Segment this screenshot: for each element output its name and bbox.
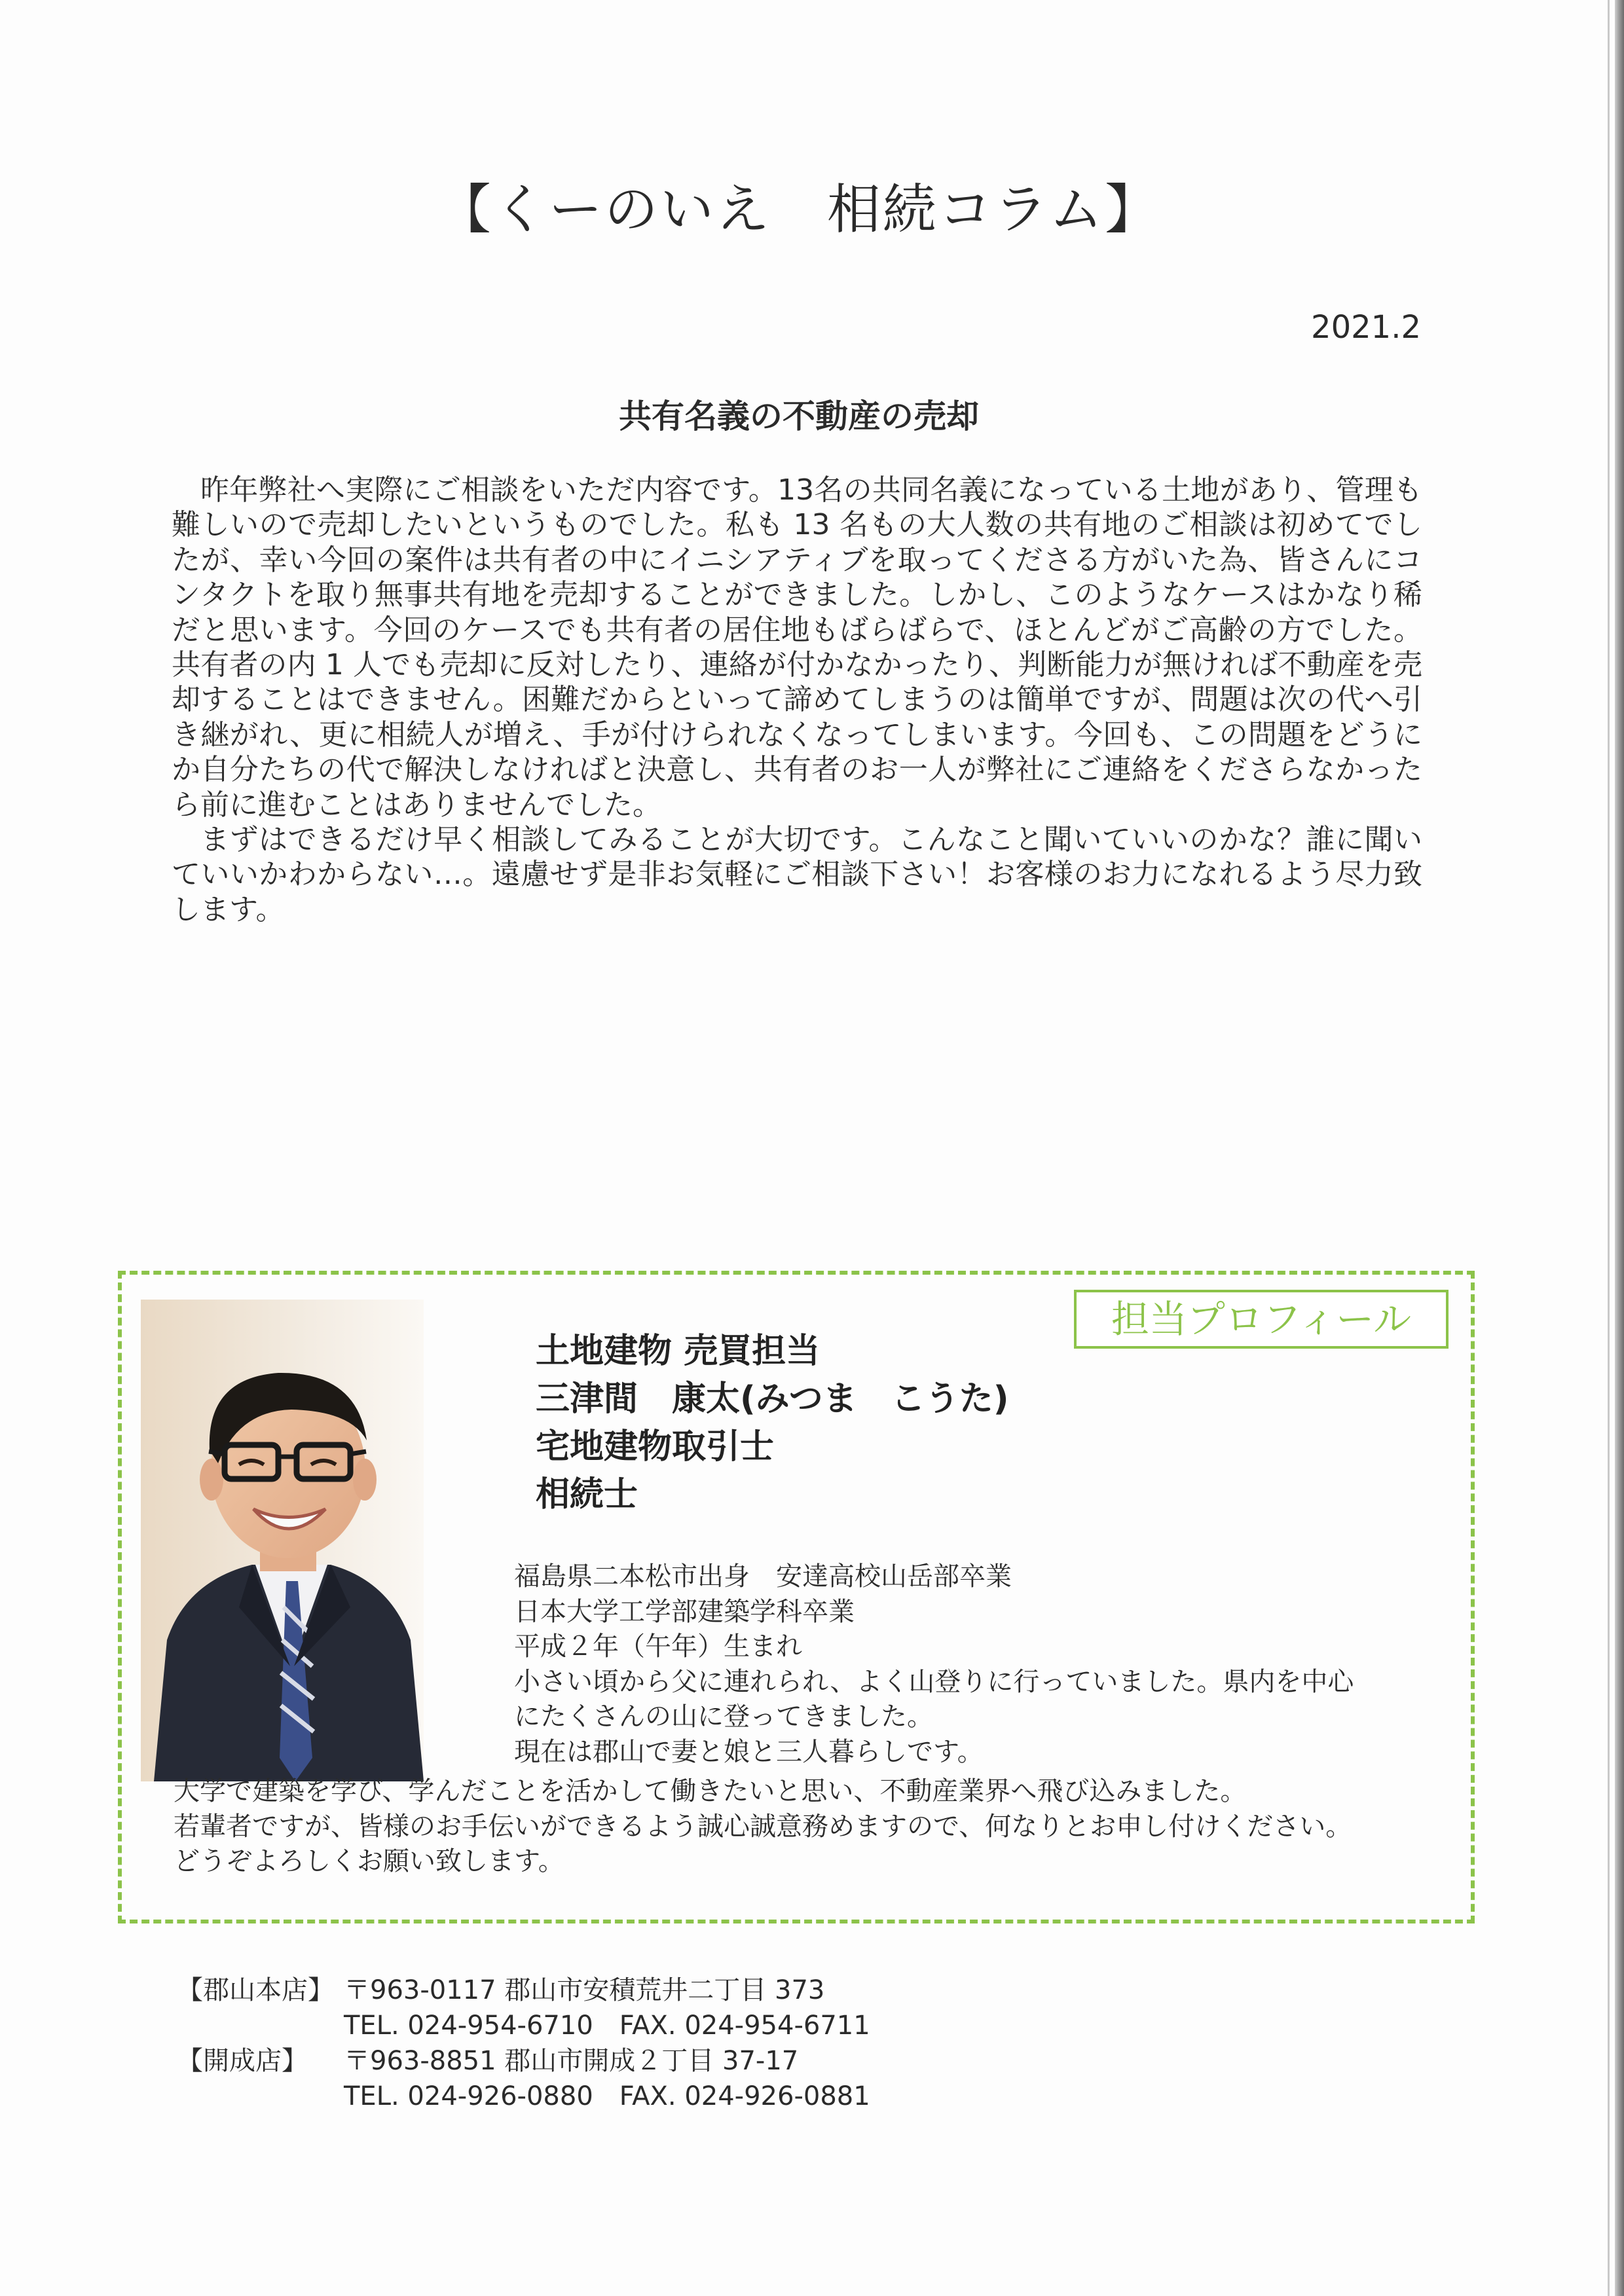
profile-intro [174, 1774, 1352, 1880]
branch-name: 【開成店】 [177, 2046, 308, 2076]
profile-detail-line: 小さい頃から父に連れられ、よく山登りに行っていました。県内を中心 [514, 1666, 1354, 1697]
article-body [172, 473, 1422, 927]
branch-name: 【郡山本店】 [177, 1975, 334, 2005]
page-edge-line [1608, 0, 1610, 2296]
branch-contact: TEL. 024-954-6710 FAX. 024-954-6711 [344, 2011, 870, 2041]
staff-name: 三津間 康太(みつま こうた) [536, 1379, 1009, 1419]
profile-intro-line: どうぞよろしくお願い致します。 [174, 1846, 564, 1876]
profile-details [514, 1559, 1354, 1770]
profile-tag: 担当プロフィール [1074, 1290, 1449, 1349]
profile-detail-line: 福島県二本松市出身 安達高校山岳部卒業 [514, 1561, 1012, 1592]
staff-qualification: 相続士 [536, 1475, 638, 1514]
branch-address: 〒963-0117 郡山市安積荒井二丁目 373 [344, 1975, 825, 2005]
profile-detail-line: にたくさんの山に登ってきました。 [514, 1702, 933, 1732]
article-paragraph: 昨年弊社へ実際にご相談をいただ内容です。13名の共同名義になっている土地があり、管理も難しいので売却したいというものでした。私も 13 名もの大人数の共有地のご相談は初めてでしたが、幸い今回の案件は共有者の中にイニシアティブを取ってくださる方がいた為、皆さんにコンタクトを取り無事共有地を売却することができました。しかし、このようなケースはかなり稀だと思います。今回のケースでも共有者の居住地もばらばらで、ほとんどがご高齢の方でした。共有者の内 1 人でも売却に反対したり、連絡が付かなかったり、判断能力が無ければ不動産を売却することはできません。困難だからといって諦めてしまうのは簡単ですが、問題は次の代へ引き継がれ、更に相続人が増え、手が付けられなくなってしまいます。今回も、この問題をどうにか自分たちの代で解決しなければと決意し、共有者のお一人が弊社にご連絡をくださらなかったら前に進むことはありませんでした。 [172, 473, 1422, 822]
profile-detail-line: 現在は郡山で妻と娘と三人暮らしです。 [514, 1736, 984, 1767]
article-paragraph: まずはできるだけ早く相談してみることが大切です。こんなこと聞いていいのかな？誰に聞いていいかわからない…。遠慮せず是非お気軽にご相談下さい！お客様のお力になれるよう尽力致します。 [172, 823, 1422, 926]
profile-detail-line: 平成２年（午年）生まれ [514, 1631, 802, 1662]
branch-contact: TEL. 024-926-0880 FAX. 024-926-0881 [344, 2081, 870, 2111]
page-title: 【くーのいえ 相続コラム】 [437, 179, 1161, 241]
staff-qualification: 宅地建物取引士 [536, 1427, 775, 1467]
branch-address: 〒963-8851 郡山市開成２丁目 37-17 [344, 2046, 799, 2076]
profile-intro-line: 大学で建築を学び、学んだことを活かして働きたいと思い、不動産業界へ飛び込みました。 [174, 1776, 1247, 1806]
page-edge-shadow [1615, 0, 1624, 2296]
profile-heading [536, 1328, 1009, 1519]
issue-date: 2021.2 [1311, 309, 1421, 346]
profile-detail-line: 日本大学工学部建築学科卒業 [514, 1596, 855, 1627]
profile-intro-line: 若輩者ですが、皆様のお手伝いができるよう誠心誠意務めますので、何なりとお申し付けください。 [174, 1811, 1352, 1842]
staff-role: 土地建物 売買担当 [536, 1332, 821, 1371]
article-subtitle: 共有名義の不動産の売却 [619, 397, 979, 435]
staff-photo [141, 1300, 424, 1781]
